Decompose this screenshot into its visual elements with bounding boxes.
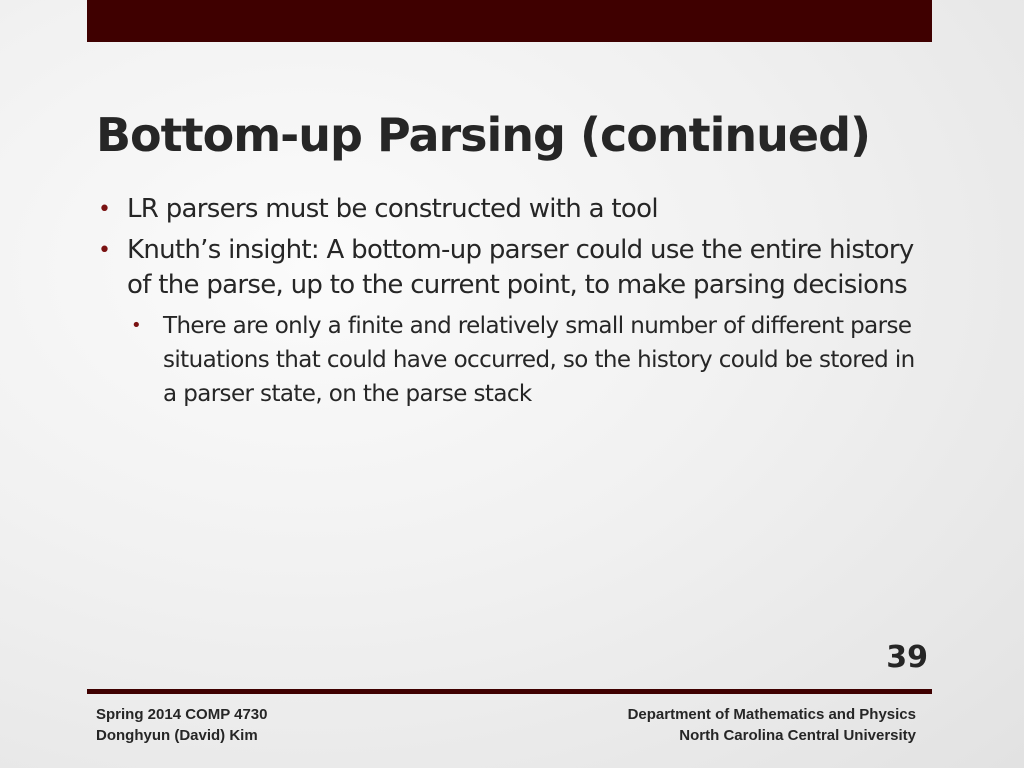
bullet-list — [96, 192, 926, 417]
page-number: 39 — [886, 640, 928, 675]
slide-title: Bottom-up Parsing (continued) — [96, 108, 871, 162]
footer-instructor: Donghyun (David) Kim — [96, 727, 258, 744]
bullet-item — [96, 192, 926, 227]
sub-bullet-dot-icon: • — [131, 315, 142, 336]
bullet-dot-icon: • — [98, 197, 111, 222]
footer-university: North Carolina Central University — [679, 727, 916, 744]
footer-department: Department of Mathematics and Physics — [627, 706, 916, 723]
top-accent-bar — [87, 0, 932, 42]
sub-bullet-text: There are only a finite and relatively small number of different parse situations that could have occurred, so the history could be stored in a parser state, on the parse stack — [163, 313, 915, 407]
bullet-text: LR parsers must be constructed with a tool — [127, 194, 658, 224]
bullet-dot-icon: • — [98, 238, 111, 263]
bullet-text: Knuth’s insight: A bottom-up parser could use the entire history of the parse, up to the current point, to make parsing decisions — [127, 235, 914, 300]
footer-department-info — [628, 704, 916, 746]
sub-bullet-list — [127, 309, 926, 411]
footer-course: Spring 2014 COMP 4730 — [96, 706, 268, 723]
bullet-item — [96, 233, 926, 411]
sub-bullet-item — [127, 309, 926, 411]
footer-course-info — [96, 704, 267, 746]
footer-divider — [87, 689, 932, 694]
